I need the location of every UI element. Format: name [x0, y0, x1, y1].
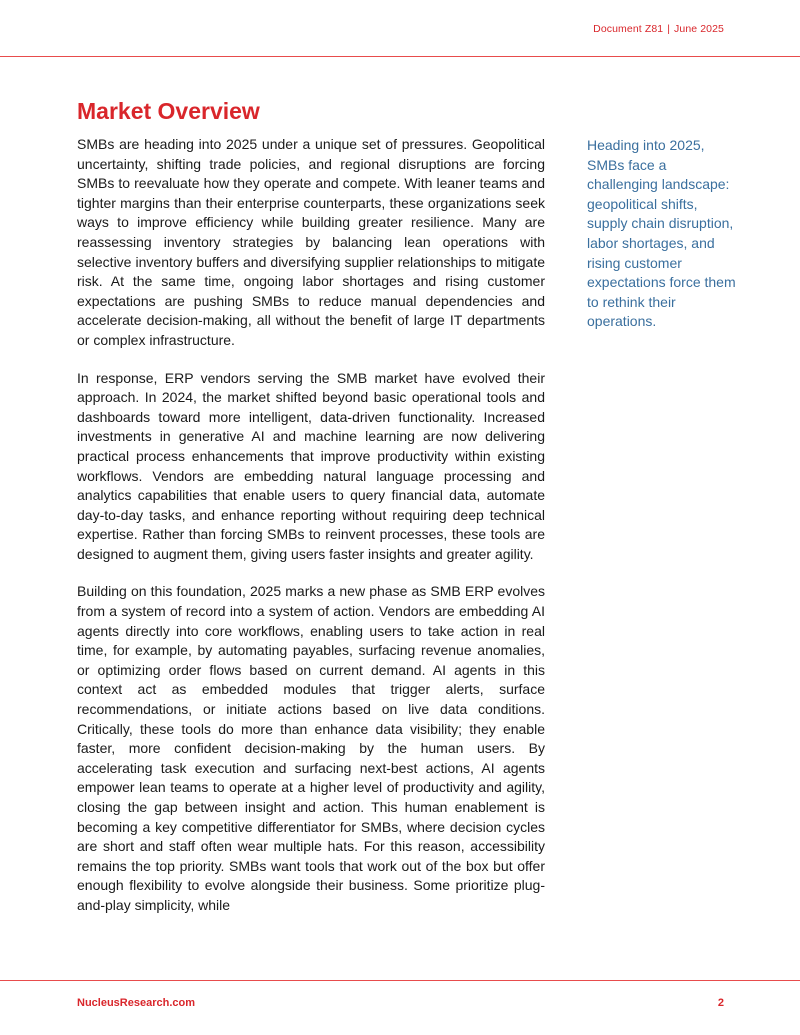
paragraph-1: SMBs are heading into 2025 under a unique set of pressures. Geopolitical uncertainty, shifting trade policies, and regional disruptions are forcing SMBs to reevaluate how they operate and compete. With leaner teams and tighter margins than their enterprise counterparts, these organizations seek ways to improve efficiency while building greater resilience. Many are reassessing inventory strategies by balancing lean operations with selective inventory buffers and diversifying supplier relationships to mitigate risk. At the same time, ongoing labor shortages and rising customer expectations are pushing SMBs to reduce manual dependencies and accelerate decision-making, all without the benefit of large IT departments or complex infrastructure. — [77, 136, 545, 348]
page-number: 2 — [717, 997, 724, 1009]
document-meta — [593, 23, 724, 35]
paragraph-3: Building on this foundation, 2025 marks a new phase as SMB ERP evolves from a system of record into a system of action. Vendors are embedding AI agents directly into core workflows, enabling users to take action in real time, for example, by automating payables, surfacing revenue anomalies, or optimizing order flows based on current demand. AI agents in this context act as embedded modules that trigger alerts, surface recommendations, or initiate actions based on live data conditions. Critically, these tools do more than enhance data visibility; they enable faster, more confident decision-making by the human users. By accelerating task execution and surfacing next-best actions, AI agents empower lean teams to operate at a higher level of productivity and agility, closing the gap between insight and action. This human enablement is becoming a key competitive differentiator for SMBs, where decision cycles are short and staff often wear multiple hats. For this reason, accessibility remains the top priority. SMBs want tools that work out of the box but offer enough flexibility to evolve alongside their business. Some prioritize plug-and-play simplicity, while — [77, 583, 545, 913]
pull-quote: Heading into 2025, SMBs face a challenging landscape: geopolitical shifts, supply chain disruption, labor shortages, and rising customer expectations force them to rethink their operations. — [587, 137, 736, 330]
body-text — [77, 135, 545, 934]
document-id: Document Z81 — [593, 23, 664, 35]
header-divider — [0, 56, 800, 57]
section-title: Market Overview — [77, 98, 260, 124]
meta-separator: | — [667, 23, 671, 35]
footer-divider — [0, 980, 800, 981]
footer-site-link[interactable]: NucleusResearch.com — [77, 997, 195, 1009]
document-date: June 2025 — [674, 23, 724, 35]
paragraph-2: In response, ERP vendors serving the SMB market have evolved their approach. In 2024, the market shifted beyond basic operational tools and dashboards toward more intelligent, data-driven functionality. Increased investments in generative AI and machine learning are now delivering practical process enhancements that improve productivity within existing workflows. Vendors are embedding natural language processing and analytics capabilities that enable users to query financial data, automate day-to-day tasks, and enhance reporting without requiring deep technical expertise. Rather than forcing SMBs to reinvent processes, these tools are designed to augment them, giving users faster insights and greater agility. — [77, 369, 545, 562]
